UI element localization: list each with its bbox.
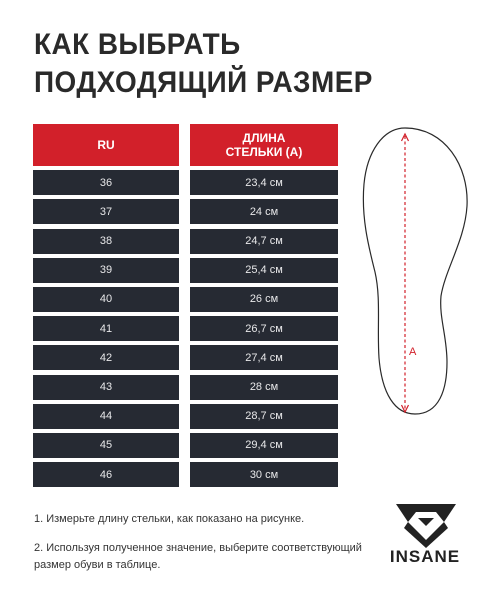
- table-row: [33, 287, 338, 312]
- table-row: [33, 258, 338, 283]
- table-row: [33, 462, 338, 487]
- table-row: [33, 229, 338, 254]
- header-insole-line-1: ДЛИНА: [242, 131, 286, 145]
- header-insole-line-2: СТЕЛЬКИ (А): [225, 145, 303, 159]
- length-cell: 24,7 см: [190, 229, 338, 254]
- length-cell: 30 см: [190, 462, 338, 487]
- insole-diagram: [355, 122, 475, 422]
- header-ru: RU: [33, 124, 179, 166]
- length-cell: 26 см: [190, 287, 338, 312]
- table-row: [33, 316, 338, 341]
- table-row: [33, 199, 338, 224]
- length-cell: 23,4 см: [190, 170, 338, 195]
- table-row: [33, 433, 338, 458]
- instruction-step-1: 1. Измерьте длину стельки, как показано на рисунке.: [34, 513, 305, 525]
- table-row: [33, 404, 338, 429]
- instruction-step-2: 2. Используя полученное значение, выберите соответствующий размер обуви в таблице.: [34, 542, 362, 571]
- brand-name: INSANE: [389, 547, 461, 566]
- length-cell: 24 см: [190, 199, 338, 224]
- title-line-2: ПОДХОДЯЩИЙ РАЗМЕР: [34, 66, 373, 99]
- title-line-1: КАК ВЫБРАТЬ: [34, 28, 241, 61]
- size-cell: 40: [33, 287, 179, 312]
- size-cell: 36: [33, 170, 179, 195]
- table-row: [33, 345, 338, 370]
- size-cell: 45: [33, 433, 179, 458]
- length-cell: 25,4 см: [190, 258, 338, 283]
- size-cell: 42: [33, 345, 179, 370]
- table-header: [33, 124, 338, 166]
- measure-label: A: [409, 346, 417, 358]
- length-cell: 28 см: [190, 375, 338, 400]
- size-table: [33, 124, 338, 487]
- insane-logo-icon: [378, 500, 474, 580]
- table-row: [33, 170, 338, 195]
- size-cell: 38: [33, 229, 179, 254]
- table-body: [33, 170, 338, 487]
- size-cell: 43: [33, 375, 179, 400]
- length-cell: 28,7 см: [190, 404, 338, 429]
- header-insole-length: [190, 124, 338, 166]
- page-title: [34, 26, 443, 102]
- length-cell: 29,4 см: [190, 433, 338, 458]
- size-cell: 37: [33, 199, 179, 224]
- size-cell: 44: [33, 404, 179, 429]
- size-cell: 46: [33, 462, 179, 487]
- length-cell: 26,7 см: [190, 316, 338, 341]
- size-cell: 39: [33, 258, 179, 283]
- size-cell: 41: [33, 316, 179, 341]
- insole-outline: [363, 128, 467, 414]
- length-cell: 27,4 см: [190, 345, 338, 370]
- table-row: [33, 375, 338, 400]
